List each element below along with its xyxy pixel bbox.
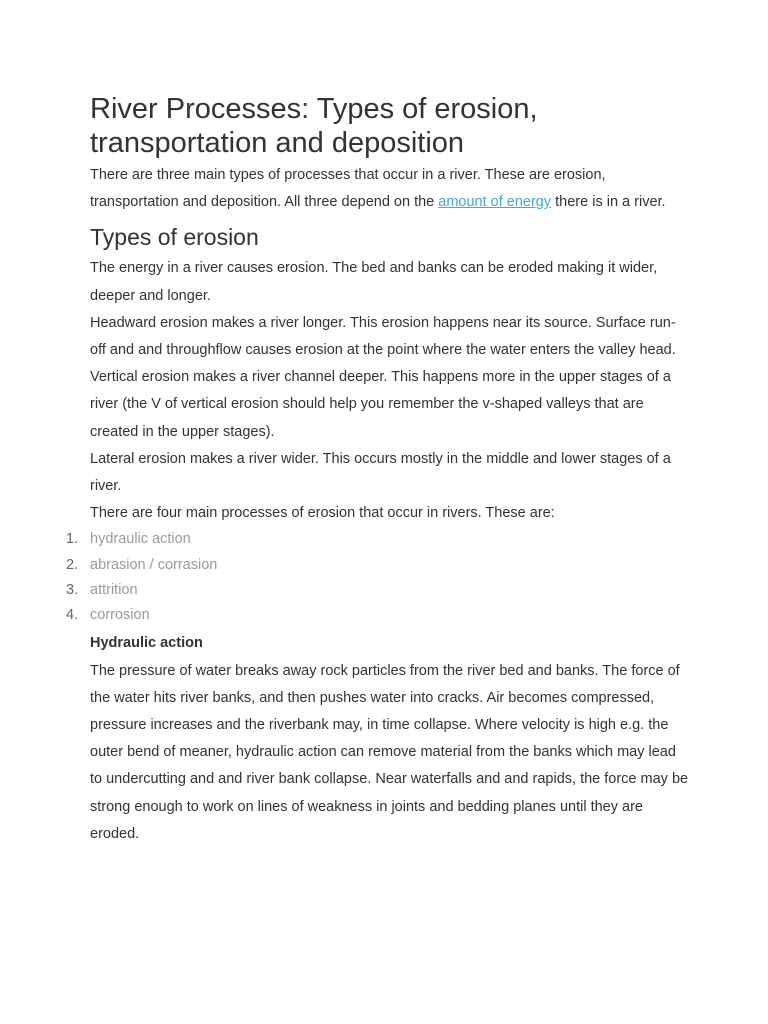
intro-text-start: There are three main types of processes that occur in a river. These are erosion, transportation and deposition. All three depend on the [90,167,606,211]
intro-paragraph [90,162,690,216]
list-number: 4. [66,607,79,624]
list-item-text: attrition [90,582,138,599]
list-item-text: abrasion / corrasion [90,556,218,573]
hydraulic-action-paragraph: The pressure of water breaks away rock particles from the river bed and banks. The force of the water hits river banks, and then pushes water into cracks. Air becomes compressed, pressure increases and the riverbank may, in time collapse. Where velocity is high e.g. the outer bend of meaner, hydraulic action can remove material from the banks which may lead to undercutting and and river bank collapse. Near waterfalls and and rapids, the force may be strong enough to work on lines of weakness in joints and bedding planes until they are eroded. [90,662,689,842]
erosion-paragraph-vertical: Vertical erosion makes a river channel deeper. This happens more in the upper stages of a river (the V of vertical erosion should help you remember the v-shaped valleys that are created in the upper stages). [90,369,671,440]
list-item [66,553,690,578]
list-item [66,578,690,603]
list-item [66,527,690,552]
intro-text-end: there is in a river. [551,194,666,211]
amount-of-energy-link[interactable]: amount of energy [438,194,552,211]
types-of-erosion-heading: Types of erosion [90,224,259,251]
list-item [66,603,690,628]
page-title: River Processes: Types of erosion, transportation and deposition [90,93,538,159]
list-number: 2. [66,556,79,573]
erosion-paragraph-lateral: Lateral erosion makes a river wider. This occurs mostly in the middle and lower stages of a river. [90,450,671,495]
list-item-text: hydraulic action [90,531,191,548]
erosion-paragraph-headward: Headward erosion makes a river longer. This erosion happens near its source. Surface run-off and and throughflow causes erosion at the point where the water enters the valley head. [90,314,676,359]
hydraulic-action-heading: Hydraulic action [90,634,203,651]
list-number: 1. [66,531,79,548]
list-item-text: corrosion [90,607,150,624]
erosion-process-list [66,527,690,628]
erosion-paragraph-energy: The energy in a river causes erosion. The bed and banks can be eroded making it wider, deeper and longer. [90,260,658,304]
document-page [66,92,690,848]
list-number: 3. [66,582,79,599]
erosion-paragraph-four-processes: There are four main processes of erosion that occur in rivers. These are: [90,505,555,522]
